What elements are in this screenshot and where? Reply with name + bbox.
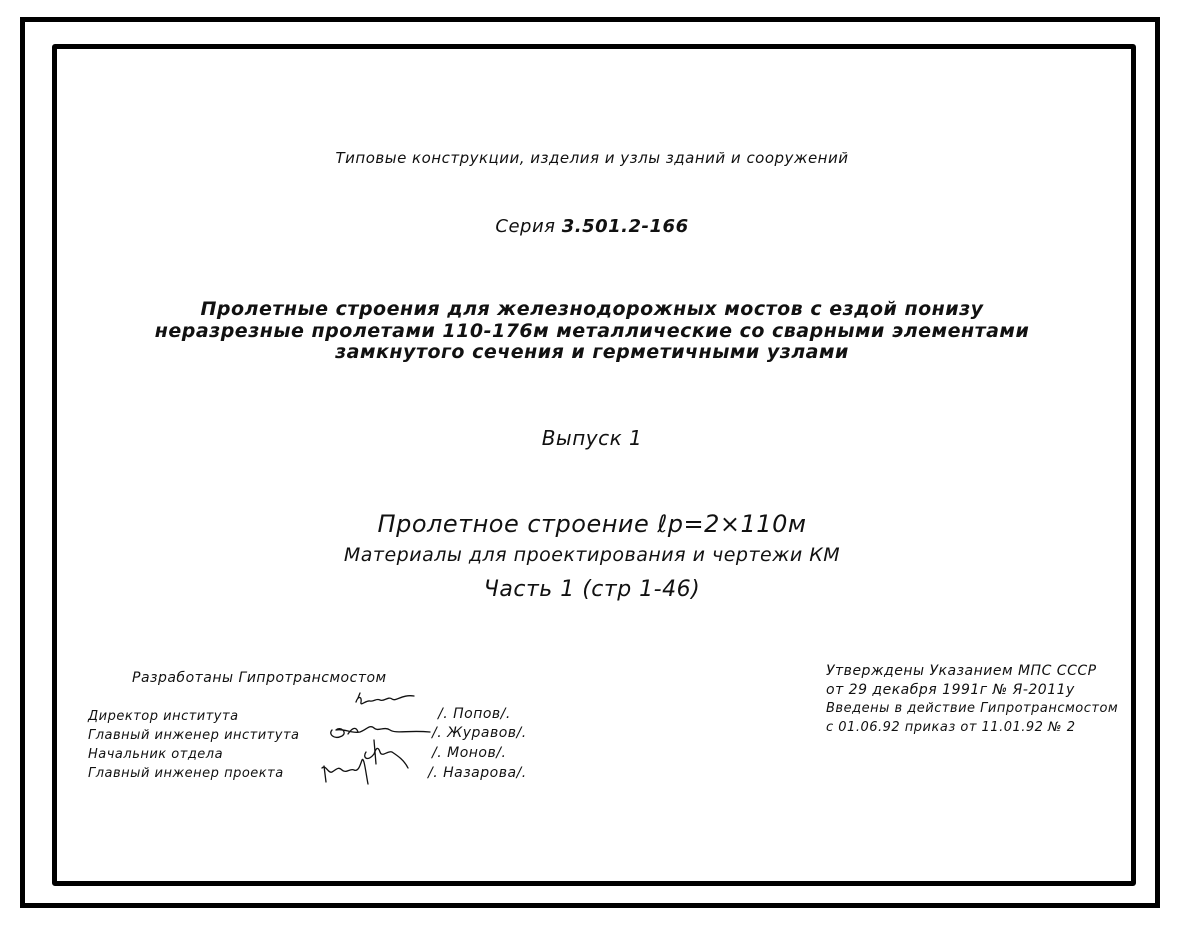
signer-name-text: /. Журавов/.	[432, 725, 527, 741]
approval-text-1: Утверждены Указанием МПС СССР	[826, 663, 1097, 679]
signer-name-text: /. Монов/.	[432, 745, 507, 761]
category-line	[0, 151, 1184, 166]
approval-line-2	[826, 683, 1075, 697]
subtitle-text-2: Материалы для проектирования и чертежи КМ	[343, 544, 841, 566]
developer-heading-text: Разработаны Гипротрансмостом	[132, 670, 387, 686]
title-line-3	[0, 343, 1184, 362]
signer-name	[438, 707, 511, 721]
signatures-image	[318, 690, 448, 790]
title-text-1: Пролетные строения для железнодорожных мостов с ездой понизу	[200, 298, 984, 320]
approval-text-4: с 01.06.92 приказ от 11.01.92 № 2	[826, 720, 1076, 735]
issue-line	[0, 428, 1184, 448]
title-text-2: неразрезные пролетами 110-176м металлические со сварными элементами	[154, 320, 1030, 342]
role-row	[88, 729, 300, 742]
role-row	[88, 710, 239, 723]
approval-text-3: Введены в действие Гипротрансмостом	[826, 701, 1119, 716]
role-row	[88, 767, 284, 780]
title-text-3: замкнутого сечения и герметичными узлами	[335, 341, 849, 363]
role-label: Главный инженер института	[88, 728, 300, 743]
subtitle-text-1: Пролетное строение ℓр=2×110м	[377, 510, 807, 538]
signature-3	[365, 748, 408, 768]
role-label: Начальник отдела	[88, 747, 224, 762]
subtitle-line-1	[0, 512, 1184, 536]
issue-text: Выпуск 1	[541, 426, 643, 450]
signature-4	[322, 759, 368, 784]
role-label: Главный инженер проекта	[88, 766, 284, 781]
role-row	[88, 748, 223, 761]
signer-name-text: /. Попов/.	[438, 706, 511, 722]
signer-name-text: /. Назарова/.	[428, 765, 527, 781]
series-line	[0, 218, 1184, 236]
subtitle-line-2	[0, 546, 1184, 565]
category-text: Типовые конструкции, изделия и узлы зданий и сооружений	[335, 149, 849, 167]
series-label: Серия	[495, 216, 556, 237]
approval-text-2: от 29 декабря 1991г № Я-2011у	[826, 682, 1075, 698]
signature-1	[356, 696, 414, 704]
role-label: Директор института	[88, 709, 239, 724]
subtitle-text-3: Часть 1 (стр 1-46)	[483, 577, 701, 602]
signature-2	[331, 727, 430, 738]
subtitle-line-3	[0, 579, 1184, 601]
approval-line-4	[826, 721, 1075, 734]
approval-line-3	[826, 702, 1118, 715]
approval-line-1	[826, 664, 1097, 678]
series-number: 3.501.2-166	[561, 216, 689, 237]
developer-heading	[132, 671, 387, 685]
title-line-1	[0, 300, 1184, 319]
title-line-2	[0, 322, 1184, 341]
